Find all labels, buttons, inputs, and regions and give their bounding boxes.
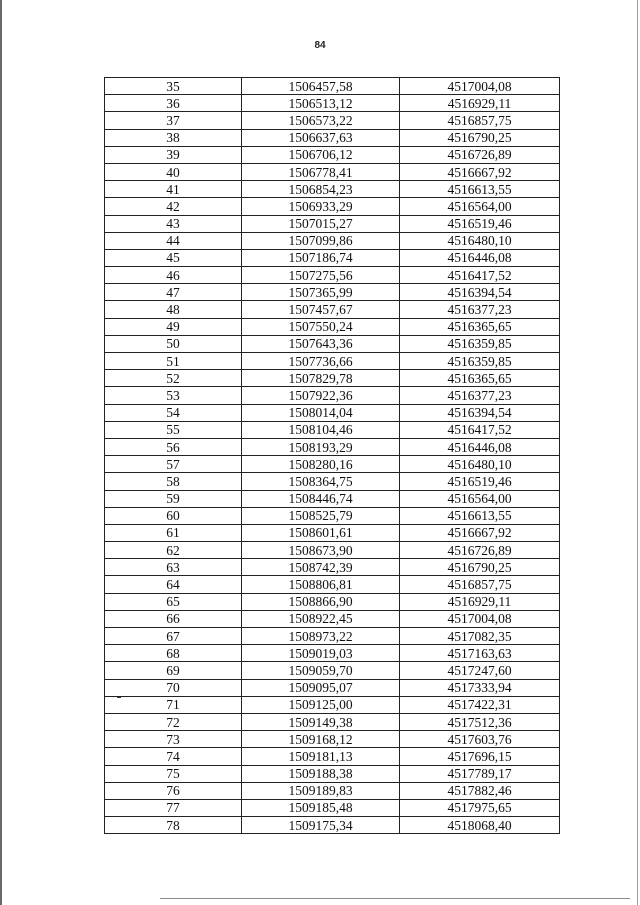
- point-number-cell: 36: [105, 95, 242, 112]
- x-coordinate-cell: 1507365,99: [242, 284, 400, 301]
- x-coordinate-cell: 1509181,13: [242, 748, 400, 765]
- y-coordinate-cell: 4517789,17: [400, 765, 560, 782]
- point-number-cell: 39: [105, 146, 242, 163]
- table-row: [105, 559, 560, 576]
- point-number-cell: 50: [105, 335, 242, 352]
- point-number-cell: 66: [105, 610, 242, 627]
- y-coordinate-cell: 4516394,54: [400, 404, 560, 421]
- y-coordinate-cell: 4517004,08: [400, 78, 560, 95]
- x-coordinate-cell: 1508601,61: [242, 524, 400, 541]
- table-row: [105, 198, 560, 215]
- x-coordinate-cell: 1509059,70: [242, 662, 400, 679]
- x-coordinate-cell: 1507186,74: [242, 249, 400, 266]
- x-coordinate-cell: 1507643,36: [242, 335, 400, 352]
- table-row: [105, 628, 560, 645]
- x-coordinate-cell: 1509185,48: [242, 799, 400, 816]
- x-coordinate-cell: 1508014,04: [242, 404, 400, 421]
- point-number-cell: 65: [105, 593, 242, 610]
- table-row: [105, 662, 560, 679]
- x-coordinate-cell: 1507922,36: [242, 387, 400, 404]
- point-number-cell: 41: [105, 181, 242, 198]
- x-coordinate-cell: 1507550,24: [242, 318, 400, 335]
- table-row: [105, 507, 560, 524]
- point-number-cell: 48: [105, 301, 242, 318]
- x-coordinate-cell: 1507829,78: [242, 370, 400, 387]
- point-number-cell: 40: [105, 163, 242, 180]
- point-number-cell: 53: [105, 387, 242, 404]
- x-coordinate-cell: 1507457,67: [242, 301, 400, 318]
- x-coordinate-cell: 1506854,23: [242, 181, 400, 198]
- x-coordinate-cell: 1509168,12: [242, 731, 400, 748]
- point-number-cell: 35: [105, 78, 242, 95]
- y-coordinate-cell: 4517975,65: [400, 799, 560, 816]
- table-row: [105, 679, 560, 696]
- table-row: [105, 576, 560, 593]
- point-number-cell: 52: [105, 370, 242, 387]
- point-number-cell: 75: [105, 765, 242, 782]
- y-coordinate-cell: 4516726,89: [400, 542, 560, 559]
- x-coordinate-cell: 1507015,27: [242, 215, 400, 232]
- y-coordinate-cell: 4516519,46: [400, 215, 560, 232]
- point-number-cell: 60: [105, 507, 242, 524]
- page-edge-right: [637, 0, 638, 905]
- table-row: [105, 748, 560, 765]
- y-coordinate-cell: 4516519,46: [400, 473, 560, 490]
- point-number-cell: 67: [105, 628, 242, 645]
- y-coordinate-cell: 4516377,23: [400, 301, 560, 318]
- x-coordinate-cell: 1508446,74: [242, 490, 400, 507]
- point-number-cell: 74: [105, 748, 242, 765]
- point-number-cell: 42: [105, 198, 242, 215]
- point-number-cell: 77: [105, 799, 242, 816]
- x-coordinate-cell: 1508525,79: [242, 507, 400, 524]
- y-coordinate-cell: 4516857,75: [400, 112, 560, 129]
- point-number-cell: 63: [105, 559, 242, 576]
- y-coordinate-cell: 4518068,40: [400, 817, 560, 834]
- x-coordinate-cell: 1506513,12: [242, 95, 400, 112]
- table-row: [105, 782, 560, 799]
- x-coordinate-cell: 1508866,90: [242, 593, 400, 610]
- table-row: [105, 645, 560, 662]
- table-row: [105, 249, 560, 266]
- y-coordinate-cell: 4517004,08: [400, 610, 560, 627]
- y-coordinate-cell: 4516446,08: [400, 249, 560, 266]
- x-coordinate-cell: 1506933,29: [242, 198, 400, 215]
- table-row: [105, 593, 560, 610]
- y-coordinate-cell: 4517422,31: [400, 696, 560, 713]
- y-coordinate-cell: 4516365,65: [400, 318, 560, 335]
- x-coordinate-cell: 1507275,56: [242, 267, 400, 284]
- table-row: [105, 284, 560, 301]
- x-coordinate-cell: 1509019,03: [242, 645, 400, 662]
- table-row: [105, 713, 560, 730]
- point-number-cell: 72: [105, 713, 242, 730]
- point-number-cell: 44: [105, 232, 242, 249]
- y-coordinate-cell: 4517603,76: [400, 731, 560, 748]
- point-number-cell: 56: [105, 438, 242, 455]
- x-coordinate-cell: 1508364,75: [242, 473, 400, 490]
- table-row: [105, 799, 560, 816]
- point-number-cell: 49: [105, 318, 242, 335]
- y-coordinate-cell: 4516417,52: [400, 421, 560, 438]
- table-row: [105, 318, 560, 335]
- point-number-cell: 55: [105, 421, 242, 438]
- y-coordinate-cell: 4517696,15: [400, 748, 560, 765]
- x-coordinate-cell: 1509095,07: [242, 679, 400, 696]
- table-row: [105, 610, 560, 627]
- table-row: [105, 387, 560, 404]
- table-row: [105, 370, 560, 387]
- y-coordinate-cell: 4516359,85: [400, 353, 560, 370]
- table-row: [105, 524, 560, 541]
- page-edge-bottom: [160, 898, 630, 899]
- table-row: [105, 232, 560, 249]
- point-number-cell: 59: [105, 490, 242, 507]
- x-coordinate-cell: 1508973,22: [242, 628, 400, 645]
- y-coordinate-cell: 4516613,55: [400, 181, 560, 198]
- y-coordinate-cell: 4516857,75: [400, 576, 560, 593]
- y-coordinate-cell: 4516564,00: [400, 198, 560, 215]
- page-number: 84: [314, 40, 326, 51]
- table-row: [105, 95, 560, 112]
- y-coordinate-cell: 4517247,60: [400, 662, 560, 679]
- y-coordinate-cell: 4516726,89: [400, 146, 560, 163]
- y-coordinate-cell: 4516394,54: [400, 284, 560, 301]
- y-coordinate-cell: 4516667,92: [400, 524, 560, 541]
- y-coordinate-cell: 4516377,23: [400, 387, 560, 404]
- x-coordinate-cell: 1508673,90: [242, 542, 400, 559]
- point-number-cell: 68: [105, 645, 242, 662]
- point-number-cell: 45: [105, 249, 242, 266]
- page-edge-left: [0, 0, 2, 905]
- point-number-cell: 70: [105, 679, 242, 696]
- x-coordinate-cell: 1508742,39: [242, 559, 400, 576]
- y-coordinate-cell: 4516365,65: [400, 370, 560, 387]
- table-row: [105, 456, 560, 473]
- table-row: [105, 421, 560, 438]
- table-row: [105, 473, 560, 490]
- point-number-cell: 58: [105, 473, 242, 490]
- coordinates-table: [104, 77, 560, 834]
- point-number-cell: 76: [105, 782, 242, 799]
- table-row: [105, 181, 560, 198]
- x-coordinate-cell: 1509189,83: [242, 782, 400, 799]
- x-coordinate-cell: 1509149,38: [242, 713, 400, 730]
- y-coordinate-cell: 4516929,11: [400, 593, 560, 610]
- table-row: [105, 490, 560, 507]
- table-row: [105, 438, 560, 455]
- x-coordinate-cell: 1506637,63: [242, 129, 400, 146]
- point-number-cell: 64: [105, 576, 242, 593]
- point-number-cell: 38: [105, 129, 242, 146]
- x-coordinate-cell: 1509175,34: [242, 817, 400, 834]
- point-number-cell: 54: [105, 404, 242, 421]
- table-row: [105, 817, 560, 834]
- coordinates-table-body: [105, 78, 560, 834]
- point-number-cell: 47: [105, 284, 242, 301]
- y-coordinate-cell: 4516480,10: [400, 456, 560, 473]
- y-coordinate-cell: 4517882,46: [400, 782, 560, 799]
- table-row: [105, 163, 560, 180]
- table-row: [105, 129, 560, 146]
- y-coordinate-cell: 4516613,55: [400, 507, 560, 524]
- x-coordinate-cell: 1509188,38: [242, 765, 400, 782]
- x-coordinate-cell: 1508193,29: [242, 438, 400, 455]
- x-coordinate-cell: 1508104,46: [242, 421, 400, 438]
- point-number-cell: 37: [105, 112, 242, 129]
- y-coordinate-cell: 4516446,08: [400, 438, 560, 455]
- table-row: [105, 542, 560, 559]
- table-row: [105, 731, 560, 748]
- x-coordinate-cell: 1506573,22: [242, 112, 400, 129]
- table-row: [105, 696, 560, 713]
- point-number-cell: 78: [105, 817, 242, 834]
- point-number-cell: 61: [105, 524, 242, 541]
- x-coordinate-cell: 1507736,66: [242, 353, 400, 370]
- y-coordinate-cell: 4517512,36: [400, 713, 560, 730]
- x-coordinate-cell: 1506706,12: [242, 146, 400, 163]
- y-coordinate-cell: 4516790,25: [400, 129, 560, 146]
- y-coordinate-cell: 4516480,10: [400, 232, 560, 249]
- table-row: [105, 215, 560, 232]
- point-number-cell: 46: [105, 267, 242, 284]
- y-coordinate-cell: 4516667,92: [400, 163, 560, 180]
- x-coordinate-cell: 1506457,58: [242, 78, 400, 95]
- point-number-cell: 71: [105, 696, 242, 713]
- table-row: [105, 353, 560, 370]
- point-number-cell: 73: [105, 731, 242, 748]
- table-row: [105, 765, 560, 782]
- point-number-cell: 57: [105, 456, 242, 473]
- y-coordinate-cell: 4516564,00: [400, 490, 560, 507]
- y-coordinate-cell: 4517082,35: [400, 628, 560, 645]
- y-coordinate-cell: 4516359,85: [400, 335, 560, 352]
- y-coordinate-cell: 4517163,63: [400, 645, 560, 662]
- table-row: [105, 146, 560, 163]
- table-row: [105, 301, 560, 318]
- table-row: [105, 112, 560, 129]
- point-number-cell: 51: [105, 353, 242, 370]
- table-row: [105, 267, 560, 284]
- x-coordinate-cell: 1508280,16: [242, 456, 400, 473]
- point-number-cell: 62: [105, 542, 242, 559]
- y-coordinate-cell: 4516790,25: [400, 559, 560, 576]
- y-coordinate-cell: 4517333,94: [400, 679, 560, 696]
- x-coordinate-cell: 1508922,45: [242, 610, 400, 627]
- point-number-cell: 43: [105, 215, 242, 232]
- x-coordinate-cell: 1507099,86: [242, 232, 400, 249]
- y-coordinate-cell: 4516417,52: [400, 267, 560, 284]
- x-coordinate-cell: 1509125,00: [242, 696, 400, 713]
- x-coordinate-cell: 1508806,81: [242, 576, 400, 593]
- y-coordinate-cell: 4516929,11: [400, 95, 560, 112]
- x-coordinate-cell: 1506778,41: [242, 163, 400, 180]
- point-number-cell: 69: [105, 662, 242, 679]
- table-row: [105, 335, 560, 352]
- table-row: [105, 404, 560, 421]
- table-row: [105, 78, 560, 95]
